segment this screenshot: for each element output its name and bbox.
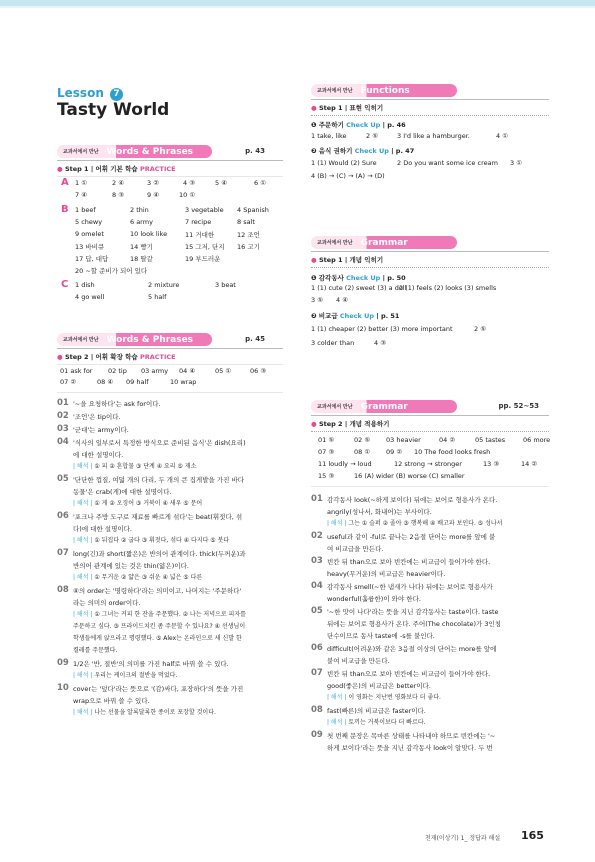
answer-row — [311, 339, 549, 351]
answer: 5 half — [148, 293, 167, 301]
check-up-label: Check Up — [354, 147, 389, 155]
answer: 10 ① — [179, 191, 196, 199]
explanation-item — [311, 705, 551, 729]
explanation-text: wrap으로 바꿔 쓸 수 있다. — [73, 697, 150, 705]
answer: 3 ② — [147, 179, 160, 187]
grammar-section-2 — [311, 400, 549, 432]
answer: 7 recipe — [185, 218, 212, 226]
answer-row — [75, 281, 285, 293]
divider — [57, 348, 283, 349]
practice-label: PRACTICE — [139, 353, 176, 361]
answer: 13 바비큐 — [75, 243, 105, 251]
page-ref: | p. 47 — [391, 147, 415, 155]
divider — [57, 160, 283, 161]
explanation-text: ④의 order는 '명령하다'라는 의미이고, 나머지는 '주문하다' — [73, 587, 242, 595]
answer: 4 ③ — [374, 339, 387, 347]
answer: 1 (1) cute (2) sweet (3) a doll — [311, 284, 407, 292]
explanation-item — [57, 398, 289, 410]
answer: 4 go well — [75, 293, 105, 301]
explanation-text: 빈칸 뒤 than으로 보아 빈칸에는 비교급이 들어가야 한다. — [327, 558, 491, 566]
item-number: 07 — [311, 668, 323, 678]
explanation-item — [57, 511, 289, 547]
answer-row — [75, 293, 285, 305]
explanation-text: '~한 맛이 나다'라는 뜻을 지닌 감각동사는 taste이다. taste — [327, 608, 499, 616]
answer: 8 ③ — [112, 191, 125, 199]
page-ref: p. 45 — [245, 335, 265, 343]
explanations-left — [57, 398, 289, 720]
answer: 4 ④ — [336, 296, 349, 304]
subsection-heading — [311, 146, 549, 155]
answer-row — [311, 132, 549, 144]
explanation-text: 첫 번째 문장은 목마른 상태를 나타내야 하므로 빈칸에는 '~ — [327, 732, 496, 740]
answer: 17 답, 대답 — [75, 255, 109, 263]
answer: 07 ② — [60, 378, 77, 386]
explanation-text: 하게 보이다'라는 뜻을 지닌 감각동사 look이 알맞다. 두 번 — [327, 744, 493, 752]
translation-text: | 해석 | ① 무거운 ② 얇은 ③ 쉬운 ④ 넓은 ⑤ 다른 — [73, 574, 203, 581]
page-ref: pp. 52~53 — [498, 402, 539, 410]
step-text: Step 1 | 개념 익히기 — [318, 256, 384, 264]
answer: 2 thin — [130, 206, 149, 214]
banner-title: Grammar — [360, 401, 408, 412]
translation-text: | 해석 | 우리는 케이크의 절반을 먹었다. — [73, 672, 178, 679]
explanation-text: heavy(무거운)의 비교급은 heavier이다. — [327, 570, 446, 578]
answer-row — [75, 242, 285, 254]
translation-tag: | 해석 | — [73, 672, 93, 679]
explanation-text: fast(빠른)의 비교급은 faster이다. — [327, 707, 426, 715]
item-number: 04 — [311, 581, 323, 591]
answer: 1 (1) cheaper (2) better (3) more important — [311, 325, 453, 333]
answer: 16 (A) wider (B) worse (C) smaller — [354, 472, 465, 480]
banner-small-label: 교과서에서 만난 — [317, 404, 353, 410]
divider — [57, 176, 283, 177]
practice-label: PRACTICE — [139, 165, 176, 173]
step-text: Step 2 | 어휘 확장 학습 — [64, 353, 138, 361]
answer: 2 (1) feels (2) looks (3) smells — [399, 284, 497, 292]
section-banner — [311, 236, 457, 249]
explanation-text: 붙여 비교급을 만든다. — [327, 657, 390, 665]
subsection-heading — [311, 273, 549, 282]
answer: 2 mixture — [148, 281, 180, 289]
divider — [57, 392, 283, 393]
explanation-text: '포크나 주방 도구로 재료를 빠르게 섞다'는 beat(휘젓다, 섞 — [73, 513, 243, 521]
explanation-text: 반의어 관계에 있는 것은 thin(얇은)이다. — [73, 562, 189, 570]
subsection-heading — [311, 120, 549, 129]
explanation-text: difficult(어려운)와 같은 3음절 이상의 단어는 more를 앞에 — [327, 645, 497, 653]
answer: 1 (1) Would (2) Sure — [311, 159, 377, 167]
step-text: Step 2 | 개념 적용하기 — [318, 420, 390, 428]
explanation-text: cover는 '덮다'라는 뜻으로 '(감)싸다, 포장하다'의 뜻을 가진 — [73, 685, 244, 693]
page-ref: | p. 51 — [376, 312, 400, 320]
answer: 06 ③ — [250, 367, 267, 375]
dotted-divider — [311, 267, 549, 268]
divider — [311, 415, 549, 416]
translation-tag: | 해석 | — [327, 694, 347, 701]
explanation-text: long(긴)과 short(짧은)은 반의어 관계이다. thick(두꺼운)과 — [73, 550, 246, 558]
check-up-label: Check Up — [346, 274, 381, 282]
explanation-item — [57, 683, 289, 719]
explanation-text: 빈칸 뒤 than으로 보아 빈칸에는 비교급이 들어가야 한다. — [327, 670, 491, 678]
lesson-label-text: Lesson — [57, 86, 104, 100]
top-color-band-light — [0, 6, 595, 8]
section-banner — [57, 333, 212, 346]
banner-title: Words & Phrases — [106, 146, 194, 157]
translation-text: | 해석 | ① 그녀는 커피 한 잔을 주문했다. ② 나는 저녁으로 피자를 — [73, 611, 246, 618]
explanations-right — [311, 494, 551, 755]
answer: 10 wrap — [170, 378, 197, 386]
explanation-text: 동물'은 crab(게)에 대한 설명이다. — [73, 488, 172, 496]
answer: 10 The food looks fresh — [414, 448, 491, 456]
section-letter-a: A — [61, 177, 69, 188]
item-number: 01 — [311, 494, 323, 504]
item-number: 02 — [57, 411, 69, 421]
answer: 1 beef — [75, 206, 96, 214]
answer: 2 Do you want some ice cream — [397, 159, 498, 167]
answer: 13 ③ — [483, 460, 500, 468]
banner-title: Grammar — [360, 237, 408, 248]
answer: 10 look like — [130, 230, 168, 238]
answer: 09 half — [126, 378, 149, 386]
banner-small-label: 교과서에서 만난 — [317, 240, 353, 246]
explanation-item — [57, 585, 289, 657]
answer: 3 beat — [215, 281, 236, 289]
answer: 12 strong → stronger — [394, 460, 462, 468]
translation-tag: | 해석 | — [73, 500, 93, 507]
translation-text: | 해석 | 나는 선물을 알록달록한 종이로 포장할 것이다. — [73, 709, 216, 716]
answer: 9 omelet — [75, 230, 104, 238]
section-banner — [311, 84, 457, 97]
divider — [311, 251, 549, 252]
step-text: Step 1 | 표현 익히기 — [318, 104, 384, 112]
check-up-label: Check Up — [339, 312, 375, 320]
lesson-title: Tasty World — [57, 100, 170, 120]
page-number: 165 — [521, 829, 544, 842]
translation-tag: | 해석 | — [73, 709, 93, 716]
explanation-text: 감각동사 look(~하게 보이다) 뒤에는 보어로 형용사가 온다. — [327, 496, 498, 504]
explanation-item — [311, 494, 551, 530]
answer: 5 ④ — [215, 179, 228, 187]
explanation-text: good(좋은)의 비교급은 better이다. — [327, 682, 431, 690]
step-heading: ● Step 1 | 개념 익히기 — [311, 256, 384, 264]
answer: 20 ~할 준비가 되어 있다 — [75, 267, 148, 275]
answer: 09 ② — [386, 448, 403, 456]
translation-text: | 해석 | ① 피 ② 혼합물 ③ 단계 ④ 요리 ⑤ 재소 — [73, 463, 197, 470]
answer-row — [311, 325, 549, 337]
answer: 1 ① — [75, 179, 88, 187]
answer: 05 tastes — [475, 436, 506, 444]
explanation-item — [57, 548, 289, 584]
answer: 11 거대한 — [185, 231, 215, 239]
explanation-item — [311, 556, 551, 580]
explanation-text: '단단한 껍질, 여덟 개의 다리, 두 개의 큰 집게발을 가진 바다 — [73, 476, 244, 484]
answer: 8 salt — [237, 218, 255, 226]
item-number: 02 — [311, 531, 323, 541]
step-text: Step 1 | 어휘 기본 학습 — [64, 165, 138, 173]
item-number: 08 — [311, 705, 323, 715]
item-number: 06 — [311, 643, 323, 653]
answer: 3 vegetable — [185, 206, 224, 214]
section-letter-b: B — [61, 204, 69, 215]
answer: 1 dish — [75, 281, 95, 289]
answer-row — [75, 218, 285, 230]
explanation-text: 다)에 대한 설명이다. — [73, 525, 132, 533]
explanation-text: '식사의 일부로서 특정한 방식으로 준비된 음식'은 dish(요리) — [73, 439, 246, 447]
words-phrases-section-2 — [57, 333, 283, 365]
lesson-number-badge: 7 — [110, 88, 123, 101]
divider — [311, 99, 549, 100]
item-number: 03 — [311, 556, 323, 566]
explanation-item — [57, 437, 289, 473]
item-number: 05 — [311, 606, 323, 616]
answer-row — [75, 206, 285, 218]
answer: 2 ④ — [112, 179, 125, 187]
section-letter-c: C — [61, 279, 69, 290]
answer: 15 그저, 단지 — [185, 243, 225, 251]
step-heading: ● Step 2 | 개념 적용하기 — [311, 420, 390, 428]
translation-text: | 해석 | 그는 ① 슬퍼 ② 졸아 ③ 행복해 ④ 배고파 보인다. ⑤ 성나서 — [327, 520, 503, 527]
explanation-item — [57, 424, 289, 436]
subsection-label: ❶ 주문하기 — [311, 121, 344, 129]
subsection-heading — [311, 311, 549, 320]
section-banner — [311, 400, 457, 413]
answer-row — [311, 284, 549, 296]
section-banner — [57, 145, 212, 158]
item-number: 09 — [57, 658, 69, 668]
answer: 11 loudly → loud — [318, 460, 372, 468]
answer: 9 ④ — [147, 191, 160, 199]
answer: 16 고기 — [237, 243, 260, 251]
item-number: 03 — [57, 424, 69, 434]
translation-tag: | 해석 | — [73, 574, 93, 581]
answer-grid-c — [75, 281, 285, 305]
subsection-label: ❷ 비교급 — [311, 312, 338, 320]
answer: 08 ① — [354, 448, 371, 456]
divider — [311, 486, 549, 487]
dotted-divider — [311, 115, 549, 116]
explanation-item — [311, 668, 551, 704]
page-ref: | p. 46 — [382, 121, 406, 129]
translation-tag: | 해석 | — [73, 537, 93, 544]
explanation-text: 단수이므로 동사 taste에 -s를 붙인다. — [327, 632, 435, 640]
translation-text: 주문하고 싶다. ③ 프라이드치킨 좀 주문할 수 있나요? ④ 선생님이 — [73, 623, 246, 630]
answer: 14 ② — [521, 460, 538, 468]
translation-text: | 해석 | ① 뒤집다 ② 굽다 ③ 휘젓다, 섞다 ④ 다지다 ⑤ 붓다 — [73, 537, 230, 544]
answer: 19 부드러운 — [185, 255, 221, 263]
answer-row — [311, 296, 549, 308]
answer: 05 ① — [215, 367, 232, 375]
explanation-item — [57, 474, 289, 510]
answer-row — [311, 159, 549, 171]
check-up-label: Check Up — [346, 121, 381, 129]
answer-row — [75, 230, 285, 242]
translation-tag: | 해석 | — [73, 611, 93, 618]
answer: 4 ① — [496, 132, 509, 140]
page-ref: p. 43 — [245, 147, 265, 155]
explanation-text: angrily(성나서, 화내어)는 부사이다. — [327, 508, 432, 516]
explanation-item — [311, 643, 551, 667]
explanation-text: 감각동사 smell(~한 냄새가 나다) 뒤에는 보어로 형용사가 — [327, 583, 493, 591]
dotted-divider — [311, 431, 549, 432]
translation-text: | 해석 | 이 영화는 지난번 영화보다 더 좋다. — [327, 694, 441, 701]
explanation-text: '조언'은 tip이다. — [73, 413, 121, 421]
banner-small-label: 교과서에서 만난 — [63, 149, 99, 155]
answer: 3 ⑤ — [311, 296, 324, 304]
translation-text: | 해석 | ① 게 ② 오징어 ③ 거북이 ④ 새우 ⑤ 문어 — [73, 500, 203, 507]
answer: 02 tip — [108, 367, 127, 375]
answer: 18 딸같 — [130, 255, 153, 263]
words-phrases-section-1 — [57, 145, 283, 177]
answer-row — [75, 254, 285, 266]
translation-tag: | 해석 | — [327, 719, 347, 726]
item-number: 07 — [57, 548, 69, 558]
item-number: 05 — [57, 474, 69, 484]
grammar-section-1 — [311, 236, 549, 351]
explanation-text: '~을 요청하다'는 ask for이다. — [73, 400, 161, 408]
subsection-label: ❷ 음식 권하기 — [311, 147, 353, 155]
explanation-text: 여 비교급을 만든다. — [327, 545, 384, 553]
answer: 4 ③ — [183, 179, 196, 187]
subsection-label: ❶ 감각동사 — [311, 274, 344, 282]
banner-small-label: 교과서에서 만난 — [63, 337, 99, 343]
explanation-item — [311, 730, 551, 754]
translation-tag: | 해석 | — [327, 520, 347, 527]
answer: 5 chewy — [75, 218, 103, 226]
page-ref: | p. 50 — [382, 274, 406, 282]
explanation-text: 라는 의미의 order이다. — [73, 599, 141, 607]
banner-small-label: 교과서에서 만난 — [317, 88, 353, 94]
explanation-text: 에 대한 설명이다. — [73, 451, 124, 459]
divider — [57, 364, 283, 365]
step-heading: ● Step 1 | 어휘 기본 학습 PRACTICE — [57, 165, 176, 173]
step-heading: ● Step 1 | 표현 익히기 — [311, 104, 384, 112]
answer: 04 ④ — [179, 367, 196, 375]
answer: 08 ④ — [97, 378, 114, 386]
explanation-item — [311, 531, 551, 555]
footer-text: 천재(이상기) 1_ 정답과 해설 — [425, 835, 501, 842]
explanation-item — [311, 606, 551, 642]
answer: 03 army — [141, 367, 169, 375]
banner-title: Words & Phrases — [106, 334, 194, 345]
answer: 02 ⑤ — [354, 436, 371, 444]
translation-tag: | 해석 | — [73, 463, 93, 470]
explanation-item — [57, 411, 289, 423]
answer: 03 heavier — [386, 436, 421, 444]
answer: 3 ① — [510, 159, 523, 167]
functions-section — [311, 84, 549, 180]
answer: 4 Spanish — [237, 206, 269, 214]
item-number: 10 — [57, 683, 69, 693]
item-number: 08 — [57, 585, 69, 595]
explanation-item — [311, 581, 551, 605]
step-heading: ● Step 2 | 어휘 확장 학습 PRACTICE — [57, 353, 176, 361]
answer: 1 take, like — [311, 132, 347, 140]
lesson-label — [57, 86, 123, 101]
answer: 4 (B) → (C) → (A) → (D) — [311, 172, 385, 180]
answer: 3 I'd like a hamburger. — [397, 132, 470, 140]
answer: 01 ⑤ — [318, 436, 335, 444]
answer: 6 army — [130, 218, 153, 226]
answer: 2 ⑤ — [366, 132, 379, 140]
item-number: 09 — [311, 730, 323, 740]
answer-grid-b — [75, 206, 285, 266]
translation-text: 켤레를 주문했다. — [73, 647, 118, 654]
answer: 14 빵기 — [130, 243, 153, 251]
item-number: 01 — [57, 398, 69, 408]
answer: 12 조언 — [237, 231, 260, 239]
answer: 01 ask for — [60, 367, 93, 375]
translation-text: 학생들에게 앉으라고 명령했다. ⑤ Alex는 온라인으로 새 신발 한 — [73, 635, 242, 642]
translation-text: | 해석 | 토끼는 거북이보다 더 빠르다. — [327, 719, 426, 726]
answer: 07 ③ — [318, 448, 335, 456]
answer: 2 ⑤ — [474, 325, 487, 333]
banner-title: Functions — [360, 85, 410, 96]
answer: 3 colder than — [311, 339, 355, 347]
explanation-text: 뒤에는 보어로 형용사가 온다. 주어(The chocolate)가 3인칭 — [327, 620, 502, 628]
answer: 06 more — [523, 436, 551, 444]
explanation-text: wonderful(훌륭한)이 와야 한다. — [327, 595, 421, 603]
explanation-text: '군대'는 army이다. — [73, 426, 129, 434]
explanation-text: useful과 같이 -ful로 끝나는 2음절 단어는 more를 앞에 붙 — [327, 533, 496, 541]
explanation-item — [57, 658, 289, 682]
item-number: 04 — [57, 437, 69, 447]
answer: 15 ③ — [318, 472, 335, 480]
answer: 7 ④ — [75, 191, 88, 199]
answer: 6 ① — [254, 179, 267, 187]
answer: 04 ② — [439, 436, 456, 444]
explanation-text: 1/2은 '반, 절반'의 의미를 가진 half로 바꿔 쓸 수 있다. — [73, 660, 229, 668]
item-number: 06 — [57, 511, 69, 521]
